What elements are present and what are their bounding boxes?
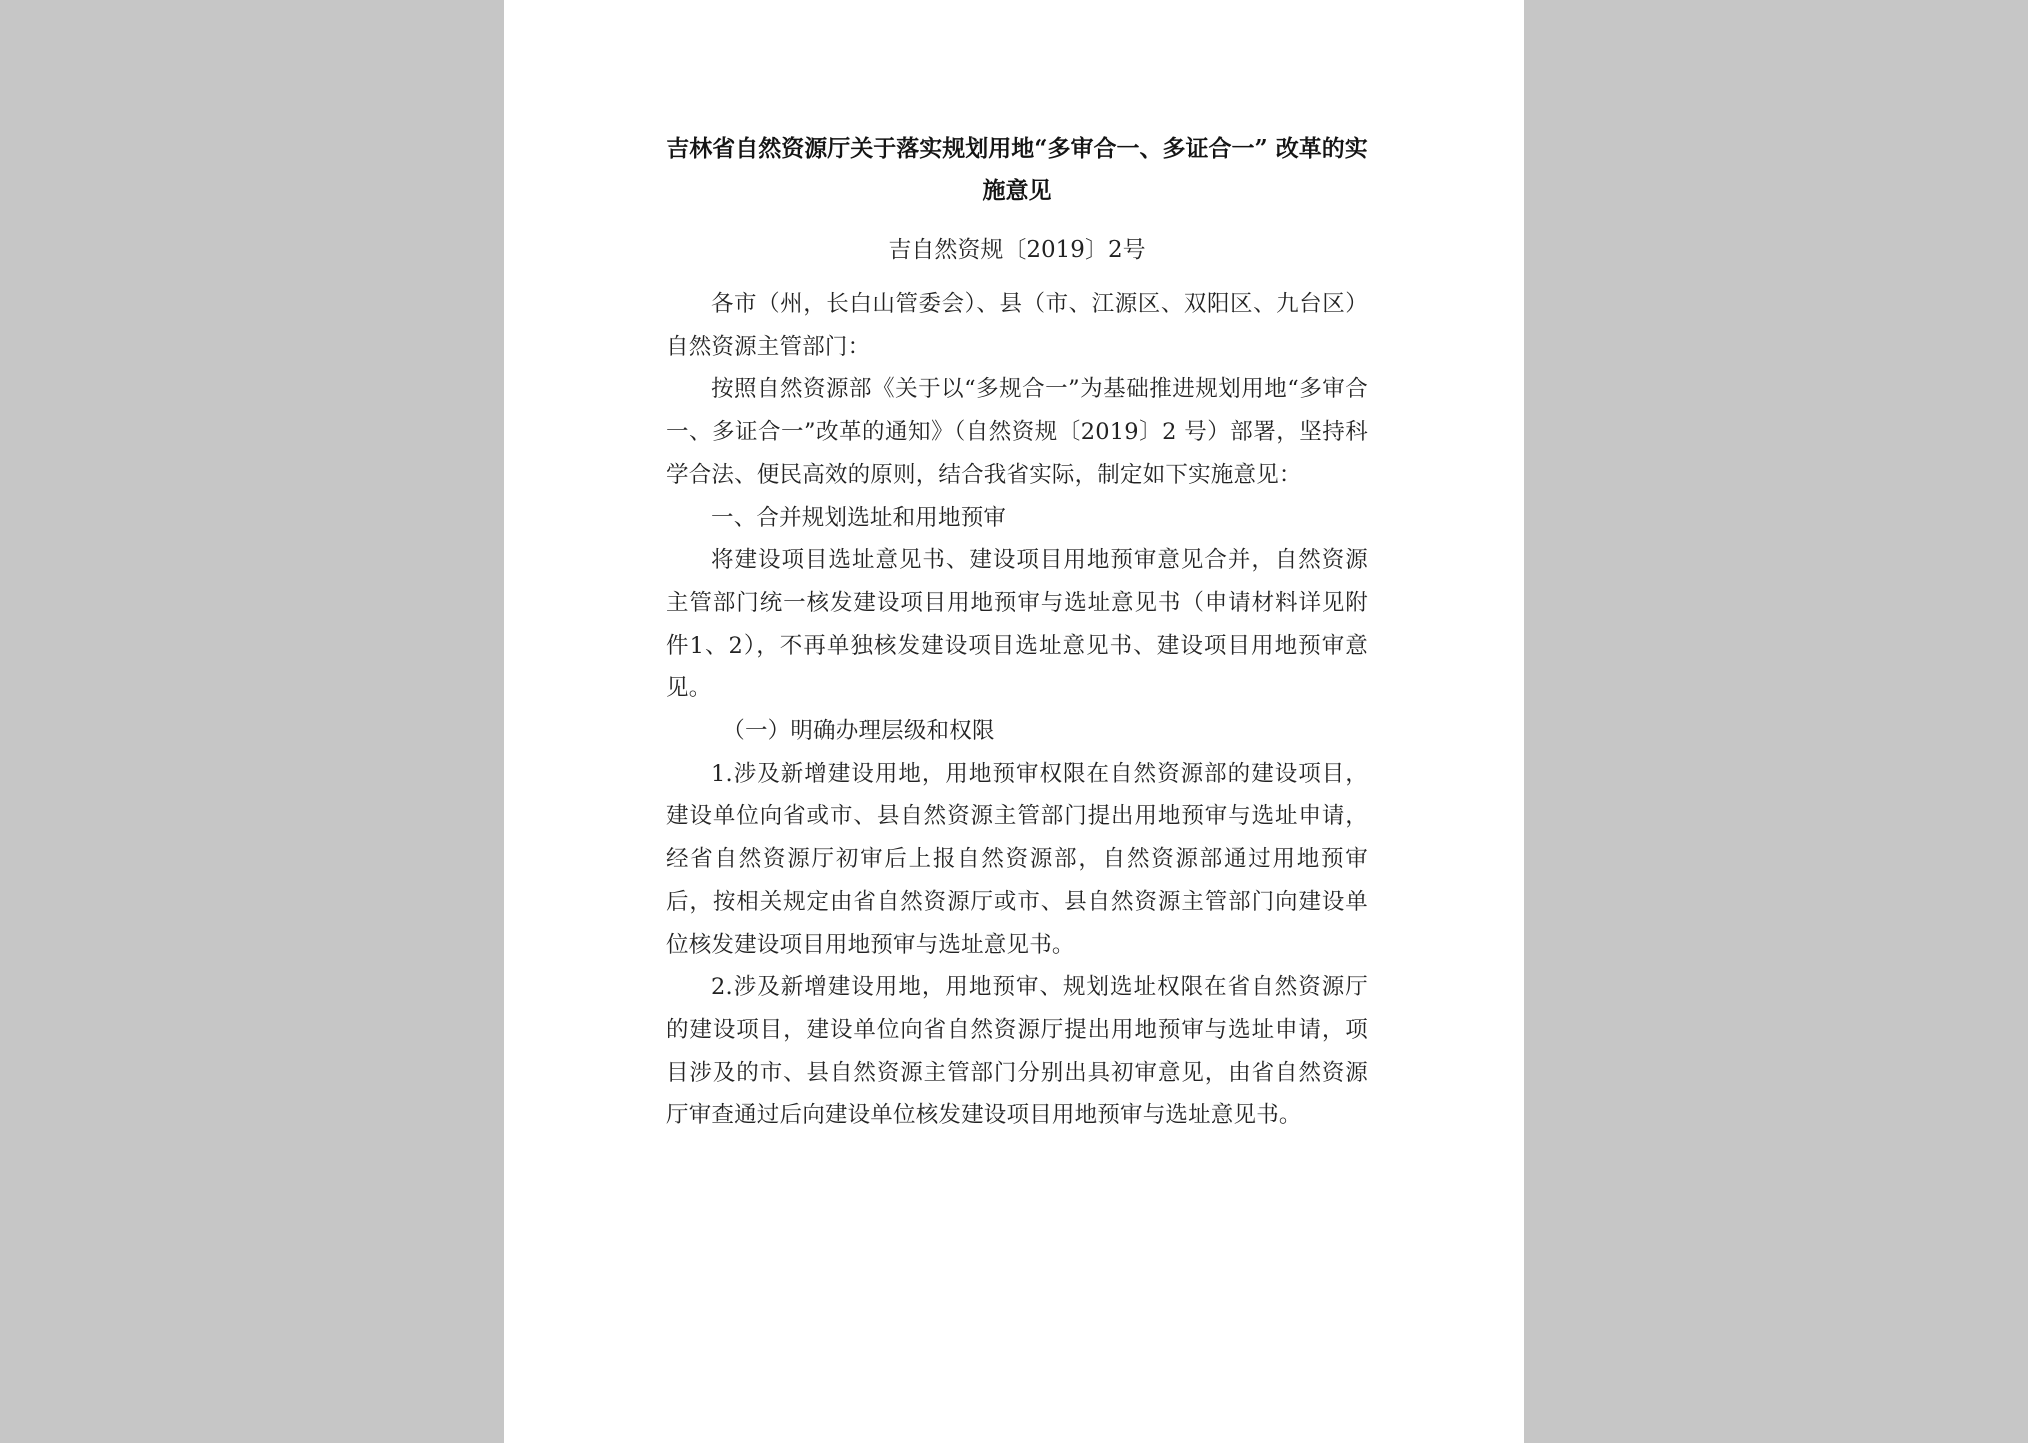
document-number: 吉自然资规〔2019〕2号 (888, 237, 1146, 263)
paragraph-intro: 按照自然资源部《关于以“多规合一”为基础推进规划用地“多审合一、多证合一”改革的通知》（自然资规〔2019〕2 号）部署，坚持科学合法、便民高效的原则，结合我省实际，制定如下实施意见： (666, 376, 1368, 488)
subsection-heading-1: （一）明确办理层级和权限 (722, 718, 995, 745)
document-page (504, 0, 1524, 1443)
paragraph-item-1: 1.涉及新增建设用地，用地预审权限在自然资源部的建设项目，建设单位向省或市、县自然资源主管部门提出用地预审与选址申请，经省自然资源厅初审后上报自然资源部，自然资源部通过用地预审后，按相关规定由省自然资源厅或市、县自然资源主管部门向建设单位核发建设项目用地预审与选址意见书。 (666, 760, 1368, 958)
paragraph-section-1: 将建设项目选址意见书、建设项目用地预审意见合并，自然资源主管部门统一核发建设项目用地预审与选址意见书（申请材料详见附件1、2），不再单独核发建设项目选址意见书、建设项目用地预审意见。 (666, 547, 1368, 702)
section-heading-1: 一、合并规划选址和用地预审 (711, 504, 1007, 531)
paragraph-item-2: 2.涉及新增建设用地，用地预审、规划选址权限在省自然资源厅的建设项目，建设单位向省自然资源厅提出用地预审与选址申请，项目涉及的市、县自然资源主管部门分别出具初审意见，由省自然资源厅审查通过后向建设单位核发建设项目用地预审与选址意见书。 (666, 974, 1368, 1129)
document-title: 吉林省自然资源厅关于落实规划用地“多审合一、多证合一” 改革的实施意见 (666, 135, 1368, 204)
addressee: 各市（州，长白山管委会）、县（市、江源区、双阳区、九台区）自然资源主管部门： (666, 291, 1368, 360)
document-content (666, 128, 1368, 1137)
